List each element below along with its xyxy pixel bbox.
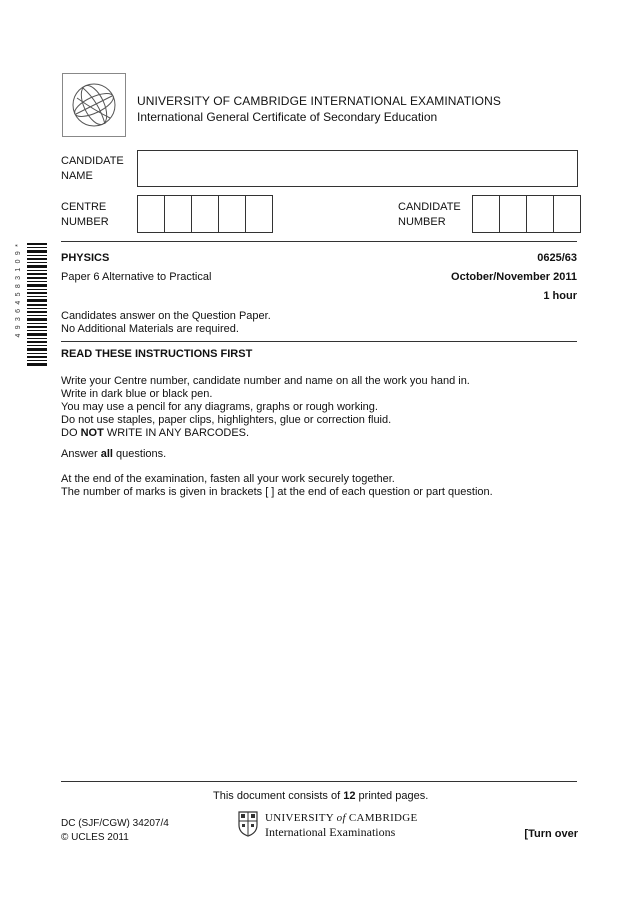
candidate-number-cell[interactable]: [553, 195, 581, 233]
candidate-name-field[interactable]: [137, 150, 578, 187]
centre-number-cell[interactable]: [191, 195, 219, 233]
candidate-number-cell[interactable]: [526, 195, 554, 233]
logo-of: of: [336, 812, 346, 824]
centre-number-label: [61, 200, 109, 230]
turn-over: [Turn over: [524, 828, 578, 840]
copyright: © UCLES 2011: [61, 832, 129, 843]
cambridge-globe-logo: [62, 73, 126, 137]
footer-logo-line1: [265, 812, 418, 824]
exam-session: October/November 2011: [451, 271, 577, 283]
centre-number-field[interactable]: [137, 195, 272, 233]
candidate-number-cell[interactable]: [472, 195, 500, 233]
pages-prefix: This document consists of: [213, 790, 344, 802]
barcode-digits: 4 9 3 6 4 5 8 3 1 0 9 *: [15, 243, 22, 338]
pages-suffix: printed pages.: [355, 790, 429, 802]
candidate-number-cell[interactable]: [499, 195, 527, 233]
paper-code: 0625/63: [537, 252, 577, 264]
do-text: DO: [61, 427, 81, 439]
divider: [61, 781, 577, 782]
cambridge-shield-icon: [238, 811, 258, 837]
candidate-number-field[interactable]: [472, 195, 580, 233]
certificate-title: International General Certificate of Secondary Education: [137, 110, 438, 124]
barcodes-text: WRITE IN ANY BARCODES.: [103, 427, 250, 439]
candidate-name-label-line1: CANDIDATE: [61, 155, 124, 167]
footer-logo-line2: International Examinations: [265, 825, 396, 839]
university-title: UNIVERSITY OF CAMBRIDGE INTERNATIONAL EXAMINATIONS: [137, 94, 501, 108]
end-line: At the end of the examination, fasten all your work securely together.: [61, 473, 395, 485]
answer-all: all: [100, 448, 113, 460]
instruction-line: You may use a pencil for any diagrams, graphs or rough working.: [61, 401, 378, 413]
materials-note: No Additional Materials are required.: [61, 323, 239, 335]
end-line: The number of marks is given in brackets [ ] at the end of each question or part question.: [61, 486, 493, 498]
document-ref: DC (SJF/CGW) 34207/4: [61, 818, 169, 829]
answer-on-paper-note: Candidates answer on the Question Paper.: [61, 310, 271, 322]
pages-count: 12: [343, 790, 356, 802]
centre-number-label-line1: CENTRE: [61, 201, 107, 213]
centre-number-cell[interactable]: [245, 195, 273, 233]
logo-cambridge: CAMBRIDGE: [345, 812, 418, 824]
globe-icon: [63, 74, 125, 136]
candidate-name-label-line2: NAME: [61, 170, 93, 182]
not-text: NOT: [80, 427, 104, 439]
centre-number-cell[interactable]: [164, 195, 192, 233]
instruction-line: Write your Centre number, candidate number and name on all the work you hand in.: [61, 375, 470, 387]
instruction-line-barcodes: [61, 427, 470, 440]
end-instructions: [61, 473, 493, 499]
centre-number-cell[interactable]: [137, 195, 165, 233]
instructions-heading: READ THESE INSTRUCTIONS FIRST: [61, 348, 253, 360]
centre-number-label-line2: NUMBER: [61, 216, 109, 228]
answer-prefix: Answer: [61, 448, 101, 460]
answer-all-line: [61, 448, 166, 461]
centre-number-cell[interactable]: [218, 195, 246, 233]
instruction-line: Write in dark blue or black pen.: [61, 388, 213, 400]
divider: [61, 241, 577, 242]
divider: [61, 341, 577, 342]
page-count-note: [213, 790, 428, 803]
instruction-line: Do not use staples, paper clips, highlighters, glue or correction fluid.: [61, 414, 392, 426]
exam-duration: 1 hour: [543, 290, 577, 302]
candidate-number-label-line1: CANDIDATE: [398, 201, 461, 213]
subject-title: PHYSICS: [61, 252, 110, 264]
paper-title: Paper 6 Alternative to Practical: [61, 271, 212, 283]
logo-university: UNIVERSITY: [265, 812, 337, 824]
candidate-number-label: [398, 200, 461, 230]
candidate-name-label: [61, 154, 124, 184]
candidate-number-label-line2: NUMBER: [398, 216, 446, 228]
barcode: [27, 243, 47, 367]
instructions-list: [61, 375, 470, 440]
answer-suffix: questions.: [112, 448, 167, 460]
